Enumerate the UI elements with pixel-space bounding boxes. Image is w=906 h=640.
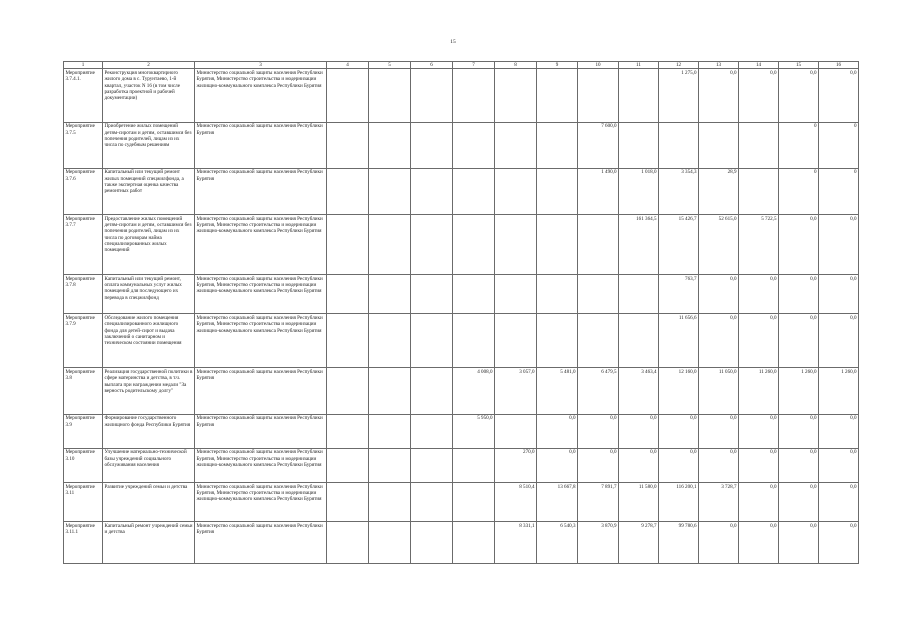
value-cell: 15 426,7 [659, 214, 699, 274]
value-cell: 0,0 [739, 448, 779, 482]
value-cell: 0,0 [578, 414, 619, 448]
table-row [64, 414, 859, 448]
activity-code-cell: Мероприятие 3.7.5 [64, 122, 103, 168]
value-cell: 1 260,0 [819, 368, 859, 414]
value-cell [369, 214, 411, 274]
value-cell [327, 314, 369, 368]
value-cell: 161 364,5 [619, 214, 659, 274]
value-cell [495, 69, 537, 122]
value-cell [327, 368, 369, 414]
column-number-cell: 7 [453, 62, 495, 69]
value-cell [578, 69, 619, 122]
value-cell: 0,0 [699, 448, 739, 482]
column-number-cell: 14 [739, 62, 779, 69]
value-cell [739, 168, 779, 214]
value-cell [411, 483, 453, 522]
value-cell: 0,0 [739, 483, 779, 522]
activity-name-cell: Приобретение жилых помещений детям-сиротам и детям, оставшимся без попечения родителей, лицам из их числа по судебным решениям [103, 122, 195, 168]
executor-cell: Министерство социальной защиты населения Республики Бурятия, Министерство строительства и модернизации жилищно-коммунального комплекса Республики Бурятия [195, 69, 327, 122]
column-number-cell: 9 [537, 62, 578, 69]
activity-name-cell: Развитие учреждений семьи и детства [103, 483, 195, 522]
table-row [64, 214, 859, 274]
value-cell [537, 314, 578, 368]
activity-code-cell: Мероприятие 3.10 [64, 448, 103, 482]
activity-name-cell: Улучшение материально-технической базы учреждений социального обслуживания населения [103, 448, 195, 482]
value-cell: 4 008,0 [453, 368, 495, 414]
value-cell [453, 168, 495, 214]
value-cell: 9 278,7 [619, 522, 659, 564]
activity-name-cell: Реконструкция многоквартирного жилого дома в с. Турунтаево, 1-й квартал, участок N 16 (в том числе разработка проектной и рабочей документации) [103, 69, 195, 122]
activity-code-cell: Мероприятие 3.7.9 [64, 314, 103, 368]
activity-name-cell: Капитальный ремонт учреждений семьи и детства [103, 522, 195, 564]
executor-cell: Министерство социальной защиты населения Республики Бурятия, Министерство строительства и модернизации жилищно-коммунального комплекса Республики Бурятия [195, 214, 327, 274]
value-cell: 0,0 [578, 448, 619, 482]
table-row [64, 122, 859, 168]
value-cell: 0,0 [619, 448, 659, 482]
value-cell [619, 275, 659, 314]
value-cell [453, 275, 495, 314]
value-cell: 11 260,0 [739, 368, 779, 414]
value-cell [411, 368, 453, 414]
table-row [64, 368, 859, 414]
executor-cell: Министерство социальной защиты населения Республики Бурятия [195, 168, 327, 214]
value-cell: 0,0 [739, 314, 779, 368]
value-cell: 0,0 [659, 448, 699, 482]
value-cell [327, 483, 369, 522]
value-cell: 0,0 [699, 314, 739, 368]
executor-cell: Министерство социальной защиты населения Республики Бурятия, Министерство строительства и модернизации жилищно-коммунального комплекса Республики Бурятия [195, 275, 327, 314]
value-cell [327, 168, 369, 214]
value-cell [495, 275, 537, 314]
page-number: 15 [450, 39, 456, 45]
value-cell [453, 522, 495, 564]
value-cell: 0,0 [739, 275, 779, 314]
value-cell: 0,0 [819, 314, 859, 368]
activity-name-cell: Реализация государственной политики в сфере материнства и детства, в т.ч. выплата при награждении медали "За верность родительскому долгу" [103, 368, 195, 414]
activity-code-cell: Мероприятие 3.7.8 [64, 275, 103, 314]
value-cell: 0 [819, 168, 859, 214]
value-cell: 7 891,7 [578, 483, 619, 522]
executor-cell: Министерство социальной защиты населения Республики Бурятия [195, 522, 327, 564]
value-cell [537, 168, 578, 214]
value-cell [495, 122, 537, 168]
value-cell: 0,0 [819, 448, 859, 482]
value-cell [327, 448, 369, 482]
table-row [64, 448, 859, 482]
value-cell [327, 522, 369, 564]
value-cell: 0 [779, 168, 819, 214]
value-cell: 0,0 [819, 69, 859, 122]
value-cell [453, 122, 495, 168]
column-number-cell: 6 [411, 62, 453, 69]
column-number-cell: 4 [327, 62, 369, 69]
value-cell: 0,0 [819, 214, 859, 274]
table-row [64, 69, 859, 122]
value-cell: 11 050,0 [699, 368, 739, 414]
value-cell: 6 540,3 [537, 522, 578, 564]
value-cell [369, 448, 411, 482]
value-cell: 0,0 [537, 414, 578, 448]
program-table [63, 61, 859, 564]
activity-code-cell: Мероприятие 3.11 [64, 483, 103, 522]
value-cell [369, 522, 411, 564]
value-cell [411, 168, 453, 214]
activity-code-cell: Мероприятие 3.9 [64, 414, 103, 448]
value-cell: 5 722,5 [739, 214, 779, 274]
activity-code-cell: Мероприятие 3.7.4.1. [64, 69, 103, 122]
value-cell [495, 168, 537, 214]
value-cell [411, 69, 453, 122]
activity-name-cell: Обследование жилого помещения специализированного жилищного фонда для детей-сирот и выдача заключений о санитарном и техническом состоянии помещения [103, 314, 195, 368]
value-cell: 0 [819, 122, 859, 168]
value-cell [659, 122, 699, 168]
value-cell: 3 870,9 [578, 522, 619, 564]
column-number-row [64, 62, 859, 69]
value-cell: 0,0 [819, 522, 859, 564]
value-cell: 7 600,0 [578, 122, 619, 168]
value-cell: 0,0 [779, 275, 819, 314]
value-cell: 3 728,7 [699, 483, 739, 522]
value-cell [619, 122, 659, 168]
value-cell [578, 314, 619, 368]
executor-cell: Министерство социальной защиты населения Республики Бурятия, Министерство строительства и модернизации жилищно-коммунального комплекса Республики Бурятия [195, 448, 327, 482]
value-cell: 5 950,0 [453, 414, 495, 448]
value-cell: 11 656,6 [659, 314, 699, 368]
value-cell [537, 122, 578, 168]
value-cell: 0,0 [779, 522, 819, 564]
value-cell [411, 314, 453, 368]
executor-cell: Министерство социальной защиты населения Республики Бурятия, Министерство строительства и модернизации жилищно-коммунального комплекса Республики Бурятия [195, 483, 327, 522]
value-cell: 1 275,0 [659, 69, 699, 122]
activity-name-cell: Предоставление жилых помещений детям-сиротам и детям, оставшимся без попечения родителей, лицам из их числа по договорам найма специализированных жилых помещений [103, 214, 195, 274]
value-cell: 3 354,3 [659, 168, 699, 214]
value-cell: 1 018,0 [619, 168, 659, 214]
column-number-cell: 16 [819, 62, 859, 69]
value-cell: 0,0 [619, 414, 659, 448]
value-cell: 1 260,0 [779, 368, 819, 414]
column-number-cell: 1 [64, 62, 103, 69]
executor-cell: Министерство социальной защиты населения Республики Бурятия [195, 122, 327, 168]
value-cell [369, 368, 411, 414]
value-cell: 0,0 [779, 483, 819, 522]
value-cell [411, 414, 453, 448]
column-number-cell: 2 [103, 62, 195, 69]
column-number-cell: 8 [495, 62, 537, 69]
activity-name-cell: Капитальный или текущий ремонт жилых помещений спецжилфонда, а также экспертная оценка качества ремонтных работ [103, 168, 195, 214]
value-cell [495, 214, 537, 274]
value-cell [327, 69, 369, 122]
value-cell: 13 667,8 [537, 483, 578, 522]
value-cell: 3 057,0 [495, 368, 537, 414]
value-cell [495, 314, 537, 368]
activity-code-cell: Мероприятие 3.8 [64, 368, 103, 414]
value-cell [453, 483, 495, 522]
value-cell: 0,0 [699, 414, 739, 448]
value-cell: 0,0 [739, 414, 779, 448]
value-cell: 28,9 [699, 168, 739, 214]
activity-name-cell: Капитальный или текущий ремонт, оплата коммунальных услуг жилых помещений для последующего их перевода в спецжилфонд [103, 275, 195, 314]
table-row [64, 314, 859, 368]
value-cell [619, 69, 659, 122]
value-cell [369, 314, 411, 368]
value-cell [537, 214, 578, 274]
value-cell: 52 615,0 [699, 214, 739, 274]
column-number-cell: 10 [578, 62, 619, 69]
value-cell [411, 122, 453, 168]
column-number-cell: 11 [619, 62, 659, 69]
activity-name-cell: Формирование государственного жилищного фонда Республики Бурятия [103, 414, 195, 448]
column-number-cell: 12 [659, 62, 699, 69]
value-cell [327, 275, 369, 314]
value-cell [369, 275, 411, 314]
column-number-cell: 3 [195, 62, 327, 69]
value-cell: 270,0 [495, 448, 537, 482]
value-cell [537, 275, 578, 314]
value-cell: 0,0 [819, 483, 859, 522]
value-cell: 0 [779, 122, 819, 168]
value-cell [369, 122, 411, 168]
value-cell [327, 122, 369, 168]
value-cell: 8 510,4 [495, 483, 537, 522]
value-cell: 12 160,0 [659, 368, 699, 414]
value-cell [578, 275, 619, 314]
value-cell [369, 69, 411, 122]
value-cell: 763,7 [659, 275, 699, 314]
value-cell [699, 122, 739, 168]
value-cell [369, 168, 411, 214]
value-cell [495, 414, 537, 448]
value-cell: 3 463,4 [619, 368, 659, 414]
value-cell: 0,0 [779, 214, 819, 274]
value-cell [578, 214, 619, 274]
value-cell [411, 214, 453, 274]
value-cell [619, 314, 659, 368]
value-cell: 6 479,5 [578, 368, 619, 414]
value-cell: 8 331,1 [495, 522, 537, 564]
value-cell: 99 780,6 [659, 522, 699, 564]
value-cell [453, 448, 495, 482]
value-cell [327, 414, 369, 448]
column-number-cell: 5 [369, 62, 411, 69]
value-cell [453, 214, 495, 274]
value-cell: 0,0 [779, 448, 819, 482]
value-cell [453, 69, 495, 122]
activity-code-cell: Мероприятие 3.11.1 [64, 522, 103, 564]
value-cell [411, 275, 453, 314]
value-cell: 0,0 [819, 275, 859, 314]
value-cell: 11 580,0 [619, 483, 659, 522]
executor-cell: Министерство социальной защиты населения Республики Бурятия, Министерство строительства и модернизации жилищно-коммунального комплекса Республики Бурятия [195, 314, 327, 368]
value-cell [453, 314, 495, 368]
activity-code-cell: Мероприятие 3.7.7 [64, 214, 103, 274]
value-cell: 5 481,0 [537, 368, 578, 414]
value-cell [739, 122, 779, 168]
column-number-cell: 15 [779, 62, 819, 69]
value-cell [327, 214, 369, 274]
value-cell [369, 483, 411, 522]
value-cell [411, 522, 453, 564]
table-row [64, 168, 859, 214]
executor-cell: Министерство социальной защиты населения Республики Бурятия [195, 414, 327, 448]
value-cell: 0,0 [819, 414, 859, 448]
value-cell: 0,0 [739, 69, 779, 122]
activity-code-cell: Мероприятие 3.7.6 [64, 168, 103, 214]
value-cell: 0,0 [537, 448, 578, 482]
value-cell [537, 69, 578, 122]
table-row [64, 522, 859, 564]
value-cell: 0,0 [779, 314, 819, 368]
value-cell: 0,0 [779, 414, 819, 448]
value-cell: 0,0 [739, 522, 779, 564]
value-cell: 1 490,0 [578, 168, 619, 214]
value-cell: 116 200,1 [659, 483, 699, 522]
value-cell: 0,0 [659, 414, 699, 448]
table-row [64, 275, 859, 314]
value-cell: 0,0 [699, 275, 739, 314]
value-cell: 0,0 [699, 522, 739, 564]
value-cell: 0,0 [699, 69, 739, 122]
column-number-cell: 13 [699, 62, 739, 69]
value-cell [411, 448, 453, 482]
value-cell: 0,0 [779, 69, 819, 122]
executor-cell: Министерство социальной защиты населения Республики Бурятия [195, 368, 327, 414]
value-cell [369, 414, 411, 448]
table-row [64, 483, 859, 522]
